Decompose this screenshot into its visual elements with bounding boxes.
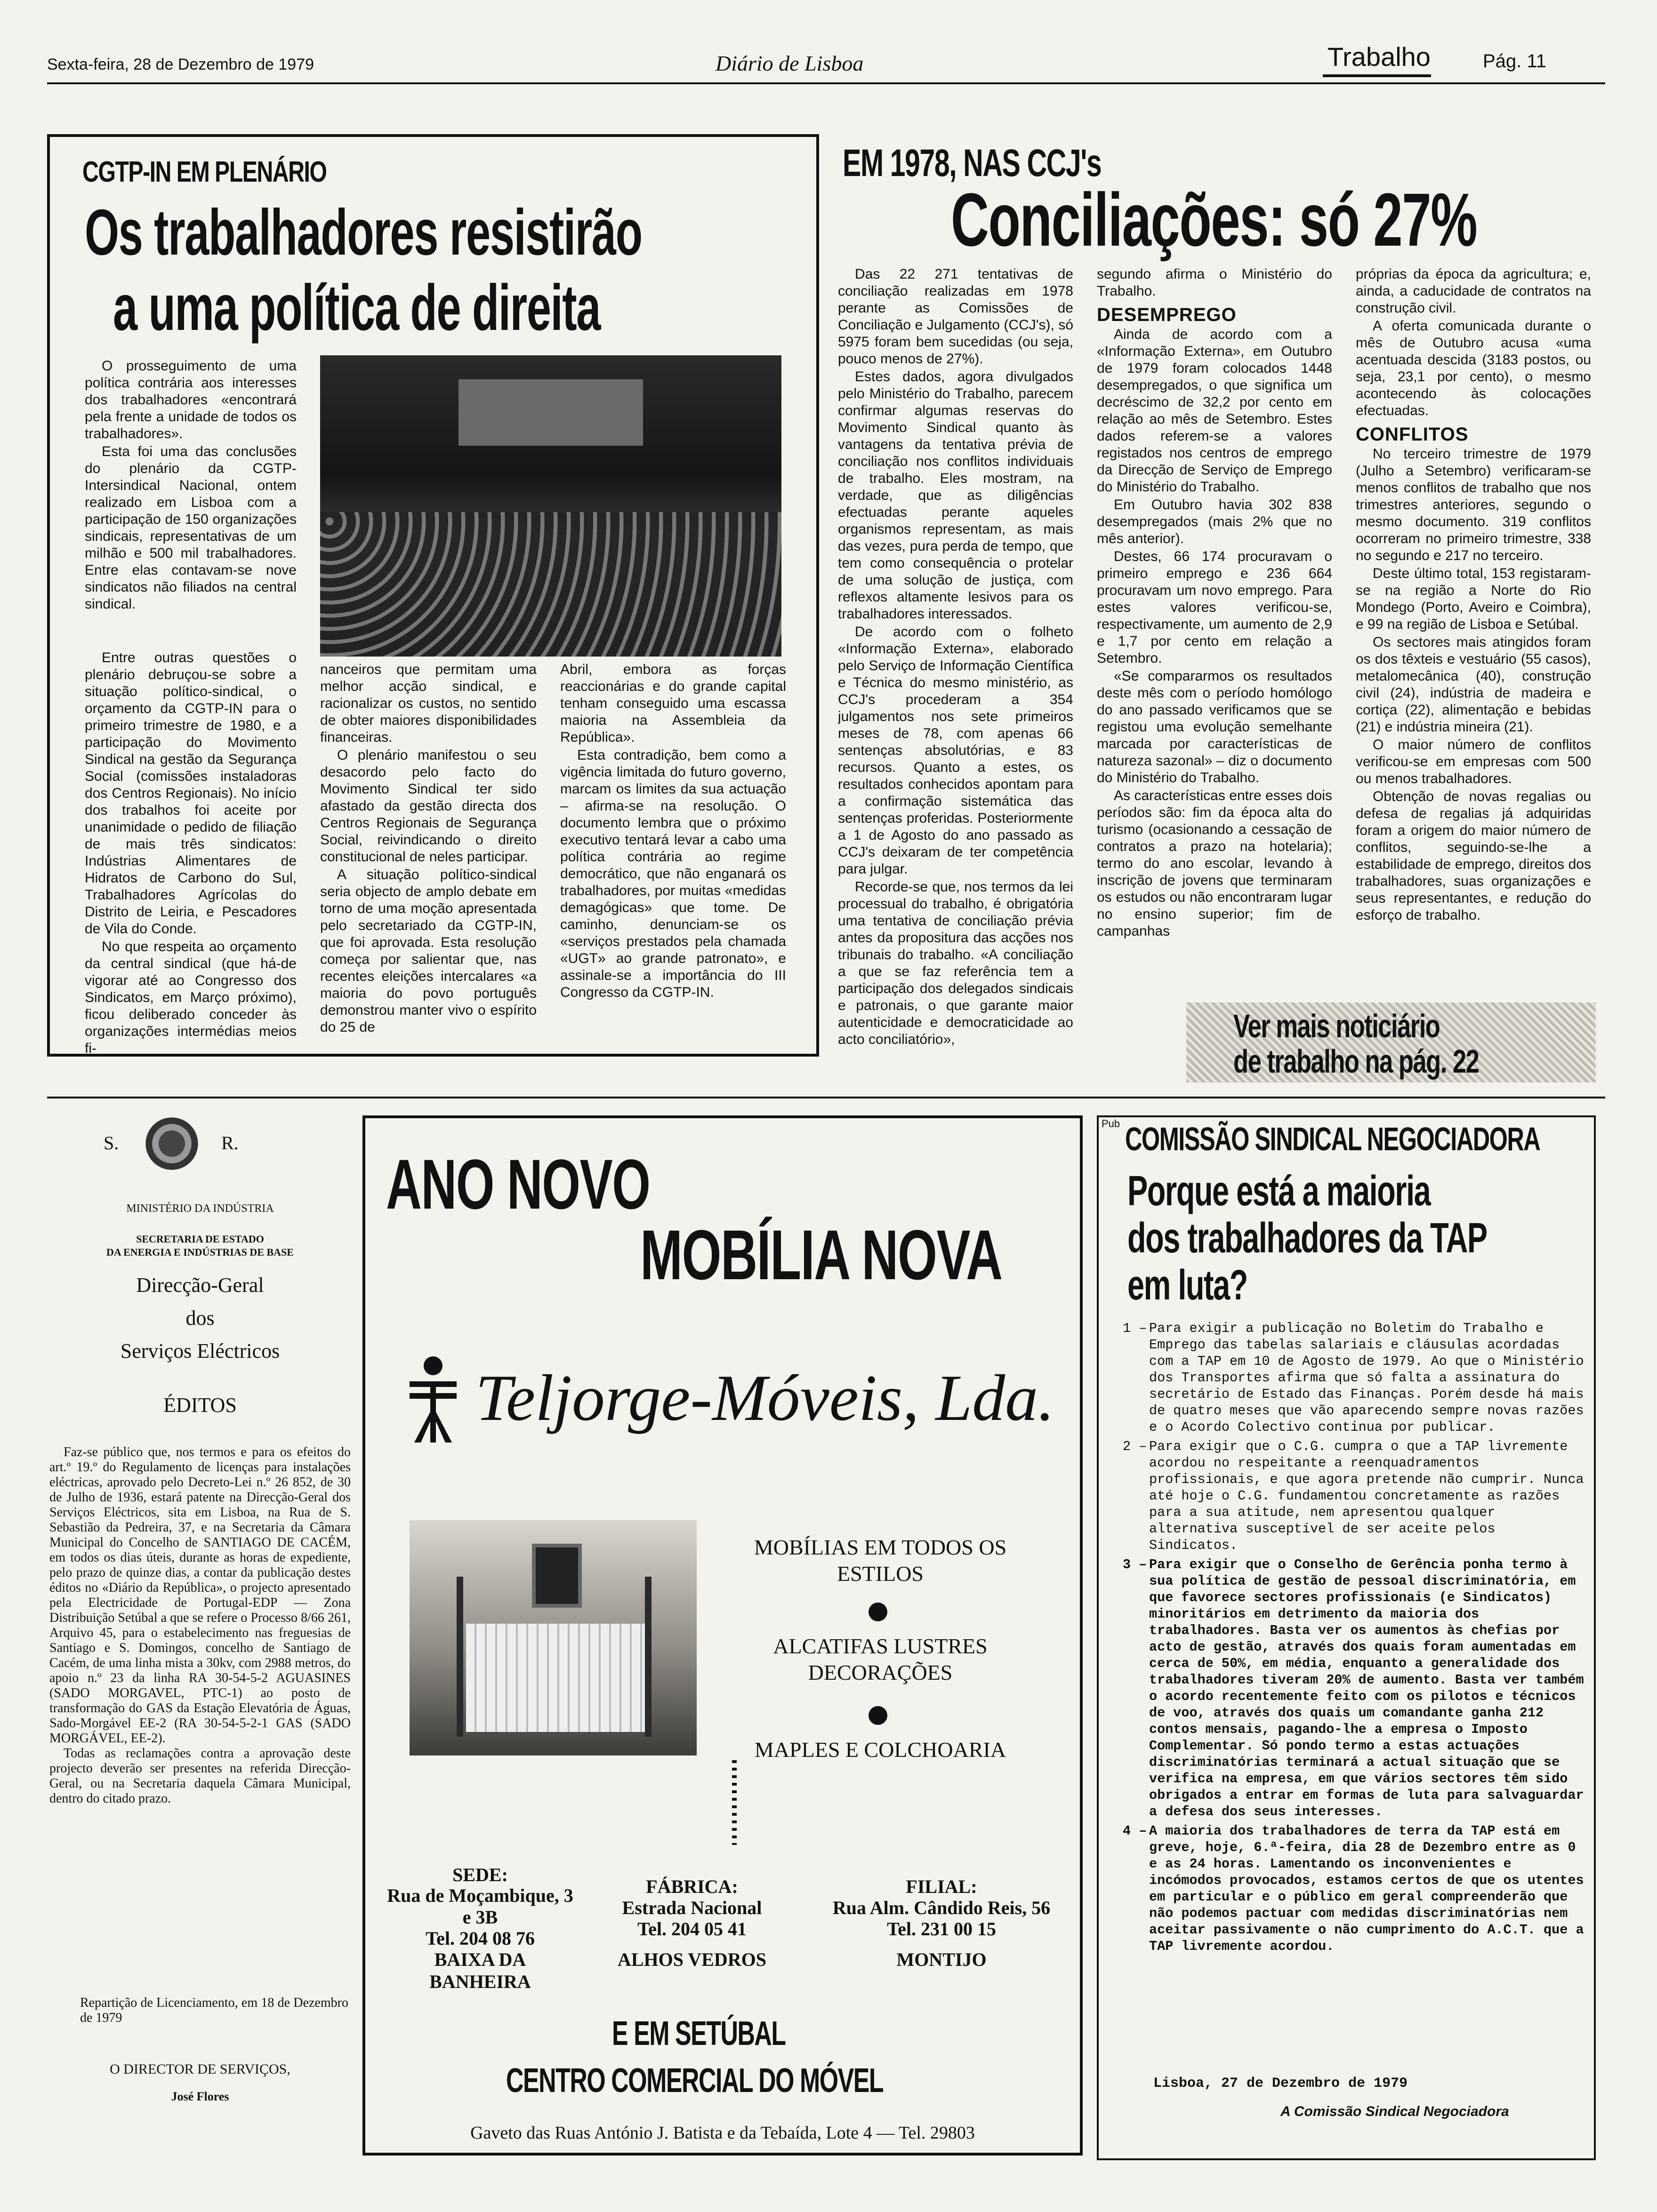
more-news-banner[interactable] [1186,1002,1596,1082]
article-ccj-col3: próprias da época da agricultura; e, ainda, a caducidade de contratos na construção civil. A oferta comunicada durante o mês de Outubro acusa «uma acentuada descida (3183 postos, ou seja, 23,1 por cento), o mesmo acontecendo às colocações efectuadas. CONFLITOS No terceiro trimestre de 1979 (Julho a Setembro) verificaram-se menos conflitos de trabalho que nos trimestres anteriores, segundo o mesmo documento. 319 conflitos ocorreram no primeiro trimestre, 338 no segundo e 217 no terceiro. Deste último total, 153 registaram-se na região a Norte do Rio Mondego (Porto, Aveiro e Coimbra), e 99 na região de Lisboa e Setúbal. Os sectores mais atingidos foram os dos têxteis e vestuário (55 casos), metalomecânica (40), construção civil (24), indústria de madeira e cortiça (22), alimentação e bebidas (21) e indústria mineira (21). O maior número de conflitos verificou-se em empresas com 500 ou menos trabalhadores. Obtenção de novas regalias ou defesa de regalias já adquiridas foram a origem do maior número de conflitos, seguindo-se-lhe a estabilidade de emprego, direitos dos trabalhadores, suas organizações e seus representantes, e redução do esforço de trabalho. [1356,266,1591,923]
fabrica-address: Estrada Nacional [622,1897,762,1918]
filial-label: FILIAL: [906,1876,977,1897]
feature-3: MAPLES E COLCHOARIA [754,1738,1006,1762]
fabrica-phone: Tel. 204 05 41 [637,1918,747,1940]
ad-setubal: E EM SETÚBAL [612,2015,786,2052]
director-name: José Flores [171,2090,229,2103]
editos-signoff: Repartição de Licenciamento, em 18 de Dezembro de 1979 [80,1996,348,2025]
tap-headline-2: dos trabalhadores da TAP [1127,1215,1487,1262]
secretariat-line-2: DA ENERGIA E INDÚSTRIAS DE BASE [106,1246,294,1258]
tap-commission-title: COMISSÃO SINDICAL NEGOCIADORA [1125,1121,1540,1157]
article-ccj-kicker: EM 1978, NAS CCJ's [843,142,1102,184]
directorate-line-3: Serviços Eléctricos [120,1339,280,1362]
ad-line-mobilia-nova: MOBÍLIA NOVA [640,1215,1002,1294]
feature-2: ALCATIFAS LUSTRES DECORAÇÕES [773,1634,988,1684]
feature-bullet-2 [869,1706,887,1725]
photo-audience [320,512,781,657]
subhead-desemprego: DESEMPREGO [1097,305,1237,325]
tap-demand-3: 3 – Para exigir que o Conselho de Gerência ponha termo à sua política de gestão de pessoal discriminatória, em que favorece sectores profissionais (e Sindicatos) minoritários em detrimento da maioria dos trabalhadores. Basta ver os aumentos às chefias por acto de gestão, através dos quais foram aumentadas em cerca de 50%, em média, enquanto a generalidade dos trabalhadores tiveram 20% de aumento. Basta ver também o acordo recentemente feito com os pilotos e técnicos de voo, através dos quais um comandante ganha 212 contos mensais, pagando-lhe a empresa o Imposto Complementar. Só pondo termo a estas actuações discriminatórias terminará a actual situação que se verifica na empresa, em que vários sectores têm sido obrigados a entrar em formas de luta para salvaguardar a defesa dos seus interesses. [1123,1557,1584,1819]
filial-address: Rua Alm. Cândido Reis, 56 [832,1897,1051,1918]
directorate-line-2: dos [185,1306,215,1330]
ad-vertical-dots [732,1760,737,1845]
tap-demand-2: 2 – Para exigir que o C.G. cumpra o que a TAP livremente acordou no respeitante a reenquadramentos profissionais, e que agora pretende não cumprir. Nunca até hoje o C.G. fundamentou concretamente as razões para a sua atitude, nem apresentou qualquer alternativa susceptível de ser aceite pelos Sindicatos. [1123,1439,1584,1553]
editos-body: Faz-se público que, nos termos e para os efeitos do art.º 19.º do Regulamento de licenças para instalações eléctricas, aprovado pelo Decreto-Lei n.º 26 852, de 30 de Julho de 1936, estará patente na Direcção-Geral dos Serviços Eléctricos, sita em Lisboa, na Rua de S. Sebastião da Pedreira, 37, e na Secretaria da Câmara Municipal do Concelho de SANTIAGO DE CACÉM, em todos os dias úteis, durante as horas de expediente, pelo prazo de quinze dias, a contar da publicação destes éditos no «Diário da República», o projecto apresentado pela Electricidade de Portugal-EDP — Zona Distribuição Setúbal a que se refere o Processo 8/66 261, Arquivo 45, para o estabelecimento nas freguesias de Santiago e S. Domingos, concelho de Santiago de Cacém, de uma linha mista a 30kv, com 2988 metros, do apoio n.º 23 da linha RA 30-54-5-2 AGUASINES (SADO MORGAVEL, PTC-1) ao posto de transformação do GAS da Estação Elevatória de Águas, Sado-Morgável EE-2 (RA 30-54-5-2-1 GAS (SADO MORGÁVEL, EE-2). Todas as reclamações contra a aprovação deste projecto deverão ser presentes na referida Direcção-Geral, ou na Secretaria daquela Câmara Municipal, dentro do citado prazo. [49,1445,351,1806]
plenary-photo [320,355,781,657]
tap-demand-1: 1 – Para exigir a publicação no Boletim do Trabalho e Emprego das tabelas salariais e cláusulas acordadas com a TAP em 10 de Agosto de 1979. Ao que o Ministério dos Transportes afirma que só falta a assinatura do secretário de Estado das Finanças. Porém desde há mais de quatro meses que vão aparecendo sempre novas razões e o Acordo Colectivo continua por publicar. [1123,1321,1584,1435]
coat-of-arms-emblem [141,1113,202,1174]
directorate-line-1: Direcção-Geral [136,1274,264,1297]
ad-line-ano-novo: ANO NOVO [386,1145,650,1224]
tap-demands-list [1123,1320,1584,2040]
page-number: Pág. 11 [1483,51,1546,72]
tap-demand-4: 4 – A maioria dos trabalhadores de terra da TAP está em greve, hoje, 6.ª-feira, dia 28 de Dezembro entre as 0 e as 24 horas. Lamentando os inconvenientes e incómodos provocados, estamos certos de que os utentes em particular e o público em geral compreenderão que não podemos pactuar com medidas discriminatórias nem aceitar passivamente o não cumprimento do A.C.T. que a TAP livremente acordou. [1123,1823,1584,1954]
tap-headline-1: Porque está a maioria [1127,1168,1431,1215]
article-cgtp-col1-top: O prosseguimento de uma política contrária aos interesses dos trabalhadores «encontrará pela frente a unidade de todos os trabalhadores». Esta foi uma das conclusões do plenário da CGTP-Intersindical Nacional, ontem realizado em Lisboa com a participação de 150 organizações sindicais, representativas de um milhão e 500 mil trabalhadores. Entre elas contavam-se nove sindicatos não filiados na central sindical. [85,358,297,612]
sede-place: BAIXA DA BANHEIRA [429,1949,531,1992]
feature-bullet-1 [869,1603,887,1621]
tap-notice-date: Lisboa, 27 de Dezembro de 1979 [1153,2076,1408,2092]
brand-logo-icon [405,1355,461,1445]
filial-phone: Tel. 231 00 15 [887,1918,996,1940]
article-cgtp-col2: nanceiros que permitam uma melhor acção sindical, e racionalizar os custos, no sentido de obter maiores disponibilidades financeiras. O plenário manifestou o seu desacordo pelo facto do Movimento Sindical ter sido afastado da gestão directa dos Centros Regionais de Segurança Social, reivindicando o direito constitucional de neles participar. A situação político-sindical seria objecto de amplo debate em torno de uma moção apresentada pelo secretariado da CGTP-IN, que foi aprovada. Esta resolução começa por salientar que, nas recentes eleições intercalares «a maioria do povo português demonstrou manter vivo o espírito do 25 de [320,662,537,1035]
article-cgtp-kicker: CGTP-IN EM PLENÁRIO [82,156,327,188]
section-name: Trabalho [1327,42,1431,72]
tap-headline-3: em luta? [1127,1262,1247,1309]
article-ccj-col1: Das 22 271 tentativas de conciliação realizadas em 1978 perante as Comissões de Conciliação e Julgamento (CCJ's), só 5975 foram bem sucedidas (ou seja, pouco menos de 27%). Estes dados, agora divulgados pelo Ministério do Trabalho, parecem confirmar algumas reservas do Movimento Sindical quanto às vantagens da tentativa prévia de conciliação nos conflitos individuais de trabalho. Eles mostram, na verdade, que as diligências efectuadas perante aqueles organismos representam, as mais das vezes, pura perda de tempo, que tem como consequência o protelar de uma solução de justiça, com reflexos altamente lesivos para os trabalhadores interessados. De acordo com o folheto «Informação Externa», elaborado pelo Serviço de Informação Científica e Técnica do mesmo ministério, as CCJ's procederam a 354 julgamentos nos sete primeiros meses de 78, com apenas 66 sentenças absolutórias, e 83 recursos. Quanto a estes, os resultados conhecidos apontam para a confirmação sistemática das sentenças proferidas. Posteriormente a 1 de Agosto do ano passado as CCJ's deixaram de ter competência para julgar. Recorde-se que, nos termos da lei processual do trabalho, é obrigatória uma tentativa de conciliação prévia antes da propositura das acções nos tribunais do trabalho. «A conciliação a que se faz referência tem a participação dos delegados sindicais e patronais, o que garante maior autenticidade e democraticidade ao acto conciliatório», [838,266,1073,1047]
feature-1: MOBÍLIAS EM TODOS OS ESTILOS [754,1535,1007,1586]
more-news-line-1: Ver mais noticiário [1233,1008,1440,1044]
bedroom-photo [410,1520,697,1755]
photo-bedpost-left [457,1577,463,1737]
filial-place: MONTIJO [896,1949,987,1970]
fabrica-place: ALHOS VEDROS [617,1949,766,1970]
more-news-line-2: de trabalho na pág. 22 [1233,1043,1479,1080]
sede-phone: Tel. 204 08 76 [426,1928,535,1949]
ministry-name: MINISTÉRIO DA INDÚSTRIA [126,1202,274,1215]
editos-title: ÉDITOS [163,1394,237,1417]
article-cgtp-headline-2: a uma política de direita [113,272,601,344]
section-divider [47,1097,1605,1098]
director-title: O DIRECTOR DE SERVIÇOS, [110,2061,290,2077]
ad-footer-address: Gaveto das Ruas António J. Batista e da Tebaída, Lote 4 — Tel. 29803 [470,2123,975,2143]
photo-bedpost-right [645,1577,652,1737]
ad-centro-comercial: CENTRO COMERCIAL DO MÓVEL [506,2062,884,2100]
issue-date: Sexta-feira, 28 de Dezembro de 1979 [47,56,314,73]
tap-notice-signature: A Comissão Sindical Negociadora [1280,2104,1509,2119]
photo-frame-on-wall [532,1544,582,1608]
pub-label: Pub [1102,1118,1120,1130]
section-underline [1323,74,1431,77]
article-cgtp-headline-1: Os trabalhadores resistirão [85,196,642,269]
article-cgtp-col3: Abril, embora as forças reaccionárias e do grande capital tenham conseguido uma escassa maioria na Assembleia da República». Esta contradição, bem como a vigência limitada do futuro governo, marcam os limites da sua actuação – afirma-se na resolução. O documento lembra que o próximo executivo tentará levar a cabo uma política contrária ao regime democrático, que não enganará os trabalhadores, por muitas «medidas demagógicas» que tome. De caminho, denunciam-se os «serviços prestados pela chamada «UGT» ao grande patronato», e assinale-se a importância do III Congresso da CGTP-IN. [560,662,786,1000]
photo-bed [466,1624,645,1732]
brand-name: Teljorge-Móveis, Lda. [475,1362,1055,1435]
fabrica-label: FÁBRICA: [646,1876,738,1897]
masthead: Diário de Lisboa [716,51,864,75]
header-rule [47,82,1605,84]
emblem-letter-r: R. [221,1132,239,1154]
article-ccj-col2: segundo afirma o Ministério do Trabalho. DESEMPREGO Ainda de acordo com a «Informação Externa», em Outubro de 1979 foram colocados 1448 desempregados, o que significa um decréscimo de 32,2 por cento em relação ao mês de Setembro. Estes dados referem-se a valores registados nos centros de emprego da Direcção de Serviço de Emprego do Ministério do Trabalho. Em Outubro havia 302 838 desempregados (mais 2% que no mês anterior). Destes, 66 174 procuravam o primeiro emprego e 236 664 procuravam um novo emprego. Para estes valores verificou-se, respectivamente, um aumento de 2,9 e 1,7 por cento em relação a Setembro. «Se compararmos os resultados deste mês com o período homólogo do ano passado verificamos que se registou uma evolução semelhante marcada por características de natureza sazonal» – diz o documento do Ministério do Trabalho. As características entre esses dois períodos são: fim da época alta do turismo (ocasionando a cessação de contratos a prazo na hotelaria); termo do ano escolar, levando à inscrição de jovens que terminaram os estudos ou não encontraram lugar no ensino superior; fim de campanhas [1097,266,1332,939]
article-cgtp-col1-bottom: Entre outras questões o plenário debruçou-se sobre a situação político-sindical, o orçamento da CGTP-IN para o primeiro trimestre de 1980, e a participação do Movimento Sindical na gestão da Segurança Social (comissões instaladoras dos Centros Regionais). No início dos trabalhos foi aceite por unanimidade o pedido de filiação de mais três sindicatos: Indústrias Alimentares de Hidratos de Carbono do Sul, Trabalhadores Agrícolas do Distrito de Leiria, e Pescadores de Vila do Conde. No que respeita ao orçamento da central sindical (que há-de vigorar até ao Congresso dos Sindicatos, em Março próximo), ficou deliberado conceder às organizações intermédias meios fi- [85,650,297,1056]
subhead-conflitos: CONFLITOS [1356,424,1469,445]
article-ccj-headline: Conciliações: só 27% [951,177,1477,262]
sede-address: Rua de Moçambique, 3 e 3B [387,1885,573,1928]
emblem-letter-s: S. [104,1132,119,1154]
sede-label: SEDE: [452,1864,508,1885]
photo-stage [458,379,643,446]
secretariat-line-1: SECRETARIA DE ESTADO [136,1233,264,1245]
